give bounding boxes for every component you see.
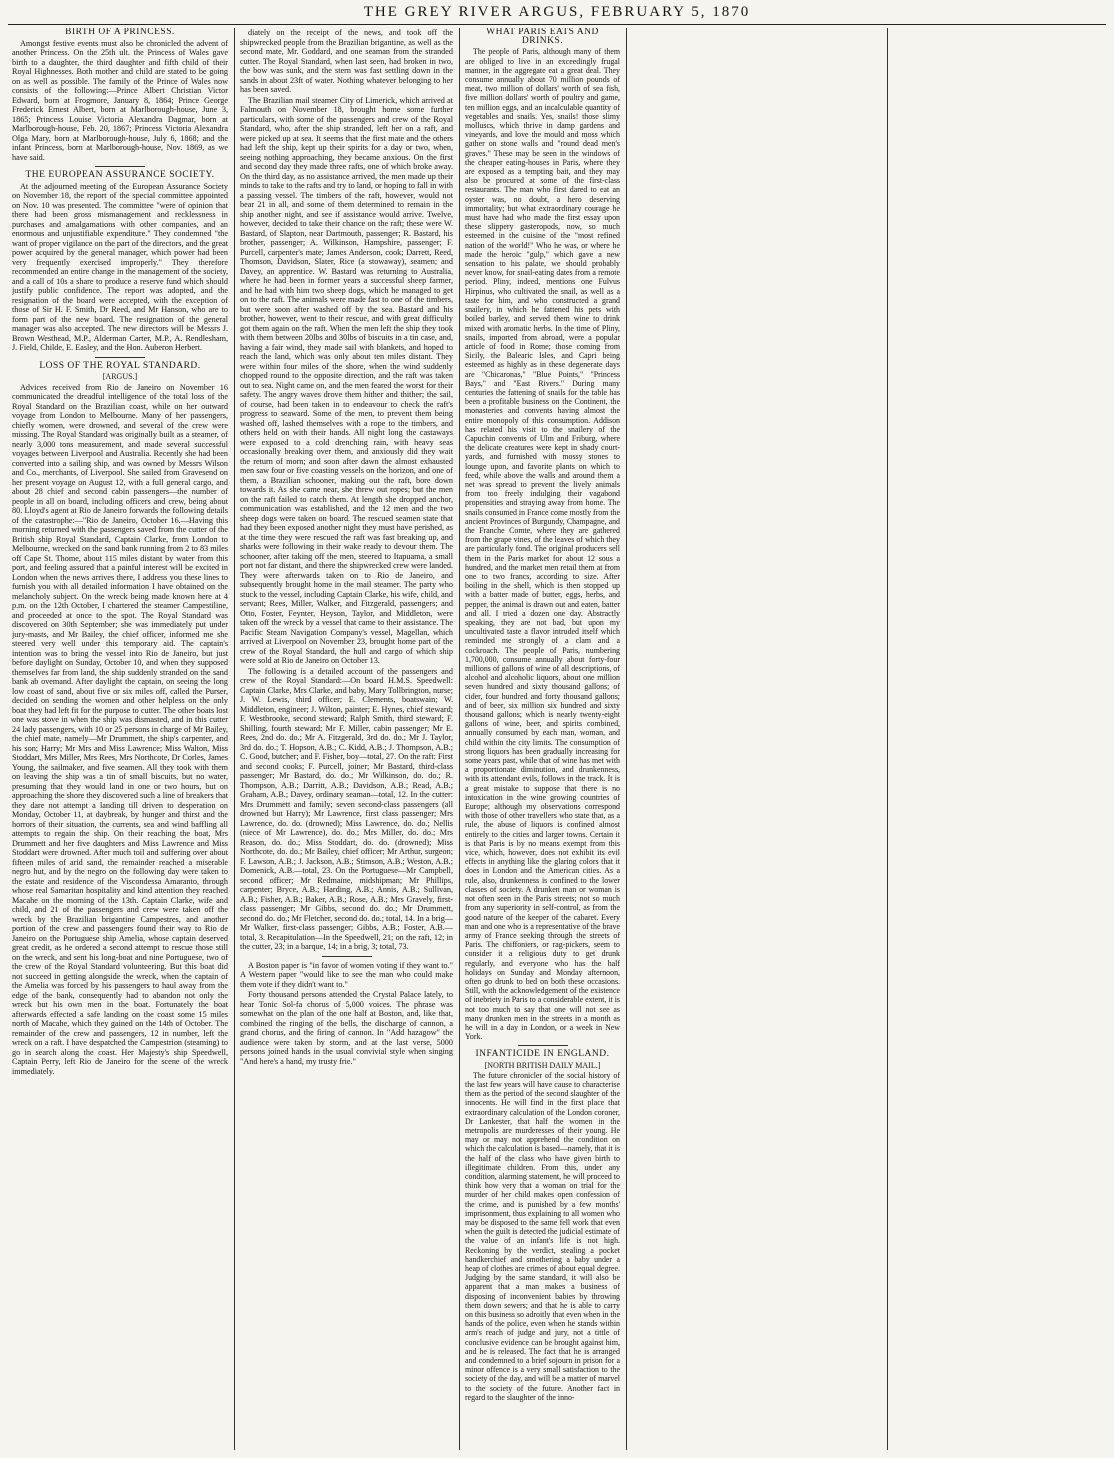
article-source: [NORTH BRITISH DAILY MAIL.] [484, 1060, 601, 1070]
article-paragraph: The Brazilian mail steamer City of Limerick, which arrived at Falmouth on November 18, brought home some further particulars, with some of the passengers and crew of the Royal Standard, who, after the ship stranded, left her on a raft, and were picked up at sea. It seems that the first mate and the others had left the ship, kept up their spirits for a day or two, when, seeing nothing approaching, they became anxious. On the first and second day they made three rafts, one of which broke away. On the third day, as no assistance arrived, the men made up their minds to take to the rafts and try to land, or hoping to fall in with a passing vessel. The timbers of the raft, however, would not bear 21 in all, and some of them determined to remain in the ship another night, and see if assistance would arrive. Twelve, however, decided to take their chance on the raft; these were W. Bastard, of Slapton, near Dartmouth, passenger; R. Bastard, his brother, passenger; A. Wilkinson, Hampshire, passenger; F. Purcell, carpenter's mate; James Anderson, cook; Darrett, Reed, Thomson, Davidson, Slater, Rice (a stowaway), seamen; and Davey, an apprentice. W. Bastard was returning to Australia, where he had been in former years a successful sheep farmer, and he had with him two sheep dogs, which he managed to get on to the raft. The animals were made fast to one of the timbers, but were soon after washed off by the sea. Bastard and his brother, however, went to their rescue, and with great difficulty got them again on the raft. When the men left the ship they took with them between 20lbs and 30lbs of biscuits in a tin case, and, having a fair wind, they made sail with blankets, and hoped to reach the land, which was only about ten miles distant. They were within four miles of the shore, when the wind suddenly chopped round to the opposite direction, and the raft was taken out to sea. Night came on, and the men feared the worst for their safety. The angry waves drove them hither and thither; the sail, of course, had been taken in to endeavour to check the raft's progress to seaward. Some of the men, to prevent them being washed off, lashed themselves with a rope to the timbers, and others held on with their hands. All night long the castaways were exposed to a cold drenching rain, with heavy seas occasionally breaking over them, and anxiously did they wait the return of morn; and soon after dawn the almost exhausted men saw four or five coasting vessels on the horizon, and one of them, a Brazilian schooner, making out the raft, bore down towards it. As she came near, she threw out ropes; but the men on the raft failed to catch them. At length she dropped anchor, communication was established, and the 12 men and the two sheep dogs were taken on board. The rescued seamen state that had they been exposed another night they must have perished, as at the time they were rescued the raft was fast breaking up, and sharks were following in their wake ready to devour them. The schooner, after taking off the men, steered to Itapuama, a small port not far distant, and there the shipwrecked crew were landed. They were afterwards taken on to Rio de Janeiro, and subsequently brought home in the mail steamer. The party who stuck to the vessel, including Captain Clarke, his wife, child, and servant; Rees, Miller, Walker, and Fitzgerald, passengers; and Otto, Foster, Feynter, Heyson, Taylor, and Middleton, were taken off the wreck by a vessel that came to their assistance. The Pacific Steam Navigation Company's vessel, Magellan, which arrived at Liverpool on November 23, brought home part of the crew of the Royal Standard, the hull and cargo of which ship were sold at Rio de Janeiro on October 13. [240, 95, 453, 665]
article-paragraph: The future chronicler of the social history of the last few years will have cause to characterise them as the period of the second slaughter of the innocents. He will find in the first place that extraordinary calculation of the London coroner, Dr Lankester, that half the women in the metropolis are murderesses of their young. He may or may not apprehend the condition on which the calculation is based—namely, that it is the half of the class who have given birth to illegitimate children. From this, under any condition, alarming statement, he will proceed to think how very that a woman on trial for the murder of her child makes open confession of the crime, and is punished by a few months' imprisonment, thus explaining to all women who may be disposed to the same fell work that even when the guilt is detected the judicial estimate of the value of an infant's life is not high. Reckoning by the verdict, stealing a pocket handkerchief and smothering a baby under a heap of clothes are crimes of about equal degree. Judging by the same standard, it will also be apparent that a man makes a business of disposing of inconvenient babies by throwing them down sewers; and that he is able to carry on this business so adroitly that even when in the hands of the police, even when he stands within arm's reach of judge and jury, not a tittle of conclusive evidence can be brought against him, and he is released. The fact that he is arranged and condemned to a brief sojourn in prison for a minor offence is a very small satisfaction to the society of the day, and will be a matter of marvel to the society of the future. Another fact in regard to the slaughter of the inno- [465, 1070, 620, 1402]
article-paragraph: At the adjourned meeting of the European Assurance Society on November 18, the report of the special committee appointed on Nov. 10 was presented. The committee "were of opinion that there had been gross mismanagement and recklessness in purchases and amalgamations with other companies, and an enormous and unjustifiable expenditure." They condemned "the want of proper vigilance on the part of the directors, and the great power acquired by the general manager, which power had been very frequently exercised improperly." They therefore recommended an entire change in the management of the society, and a call of 10s a share to produce a reserve fund which should justify public confidence. The report was adopted, and the resignation of the board were accepted, with the exception of those of Sir H. F. Smith, Dr Reed, and Mr Hanson, who are to form part of the new board. The resignation of the general manager was also accepted. The new directors will be Messrs J. Brown Westhead, M.P., Alderman Carter, M.P., A. Rendlesham, J. Field, Childe, E. Easley, and the Hon. Auberon Herbert. [12, 181, 228, 352]
masthead: THE GREY RIVER ARGUS, FEBRUARY 5, 1870 [363, 4, 751, 20]
ads-block [632, 140, 882, 1450]
headline-royal-standard: LOSS OF THE ROYAL STANDARD. [39, 360, 201, 371]
article-paragraph: The people of Paris, although many of them are obliged to live in an exceedingly frugal manner, in the aggregate eat a great deal. They consume annually about 70 million pounds of meat, two million of dollars' worth of sea fish, five million dollars' worth of poultry and game, ten million eggs, and an incalculable quantity of vegetables and snails. Yes, snails! those slimy molluscs, which thrive in damp gardens and vineyards, and love the mould and moss which gather on stone walls and "round dead men's graves." These may be seen in the windows of the cheaper eating-houses in Paris, where they are exposed as a tempting bait, and they may also be procured at some of the first-class restaurants. The man who first dared to eat an oyster was, no doubt, a hero deserving immortality; but what extraordinary courage he must have had who made the first essay upon these slippery gasteropods, now, so much esteemed in the cuisine of the "most refined nation of the world!" Who he was, or where he made the heroic "gulp," which gave a new sensation to his palate, we should probably never know, for snail-eating dates from a remote period. Pliny, indeed, mentions one Fulvus Hirpinus, who cultivated the snail, as well as a taste for him, and who constructed a grand snailery, in which he fattened his pets with boiled barley, and served them wine to drink mixed with aromatic herbs. In the time of Pliny, snails, imported from abroad, were a popular article of food in Rome; those coming from Sicily, the Balearic Isles, and Capri being esteemed as highly as in these degenerate days are "Chicaronas," "Blue Points," "Princess Bays," and "East Rivers." During many centuries the fattening of snails for the table has been a profitable business on the Continent, the monasteries and convents having almost the entire monopoly of this consumption. Addison has related his visit to the snailery of the Capuchin convents of Ulm and Friburg, where the delicate creatures were kept in shady court-yards, and furnished with mossy stones to lounge upon, and favorite plants on which to feed, while above the walls and around them a net was spread to prevent the lively animals from too freely indulging their vagabond propensities and straying away from home. The snails consumed in France come mostly from the ancient Provinces of Burgundy, Champagne, and the Franche Comte, where they are gathered from the grape vines, of the leaves of which they are particularly fond. The original producers sell them in the Paris market for about 12 sous a hundred, and the market men retail them at from one to two francs, according to size. After boiling in the shell, which is then stopped up with a batter made of butter, eggs, herbs, and pepper, the animal is drawn out and eaten, batter and all. I tried a dozen one day. Abstractly speaking, they are not bad, but upon my uncultivated taste a flavor intruded itself which reminded me strongly of a clam and a cockroach. The people of Paris, numbering 1,700,000, consume annually about forty-four millions of gallons of wine of all descriptions, of alcohol and alcoholic liquors, about one million seven hundred and sixty thousand gallons; of cider, four hundred and forty thousand gallons; and of beer, six million six hundred and sixty thousand gallons; which is nearly twenty-eight gallons of wine, beer, and spirits combined, annually consumed by each man, woman, and child within the city limits. The consumption of strong liquors has been gradually increasing for some years past, while that of wine has met with a proportionate diminution, and drunkenness, with its attendant evils, follows in the track. It is a great mistake to suppose that there is no intoxication in the wine growing countries of Europe; although my observations correspond with those of other travellers who state that, as a rule, the abuse of liquors is confined almost entirely to the cities and larger towns. Certain it is that Paris is by no means exempt from this vice, which, however, does not exhibit its evil effects in anything like the glaring colors that it does in London and the American cities. As a rule, also, drunkenness is confined to the lower classes of society. A drunken man or woman is not often seen in the Paris streets; not so much from any superiority in self-control, as from the good nature of the keeper of the cabaret. Every man and one who is a representative of the brave army of France seeking through the streets of Paris. The chiffoniers, or rag-pickers, seem to consider it a religious duty to get drunk regularly, and everyone who has the half holidays on Sunday and Monday afternoon, often go drunk to bed on both these occasions. Still, with the acknowledgement of the existence of inebriety in Paris to a considerable extent, it is not too much to say that one will not see as many drunken men in the streets in a month as he will in a day in London, or a week in New York. [465, 47, 620, 1042]
headline-infanticide: INFANTICIDE IN ENGLAND. [475, 1049, 610, 1060]
article-source: [ARGUS.] [102, 372, 138, 381]
article-paragraph: Amongst festive events must also be chronicled the advent of another Princess. On the 25th ult. the Princess of Wales gave birth to a daughter, the third daughter and fifth child of their Royal Highnesses. Both mother and child are stated to be going on as well as possible. The family of the Prince of Wales now consists of the following:—Prince Albert Christian Victor Edward, born at Frogmore, January 8, 1864; Prince George Frederick Ernest Albert, born at Marlborough-house, June 3, 1865; Princess Louise Victoria Alexandra Dagmar, born at Marlborough-house, Feb. 20, 1867; Princess Victoria Alexandra Olga Mary, born at Marlborough-house, July 6, 1868; and the infant Princess, born at Marlborough-house, Nov. 1869, as we have said. [12, 38, 228, 162]
article-paragraph: Forty thousand persons attended the Crystal Palace lately, to hear Tonic Sol-fa chorus of 5,000 voices. The phrase was somewhat on the plan of the one half at Boston, and, like that, combined the ringing of the bells, the discharge of cannon, a grand chorus, and the firing of cannon. In "Add hazagow" the audience were taken by storm, and at the last verse, 5000 persons joined hands in the usual convivial style when singing "And here's a hand, my trusty frie." [240, 990, 453, 1066]
headline-birth-of-princess: BIRTH OF A PRINCESS. [65, 28, 175, 37]
headline-paris-eats: WHAT PARIS EATS AND DRINKS. [486, 28, 599, 47]
article-paragraph: The following is a detailed account of the passengers and crew of the Royal Standard:—On board H.M.S. Speedwell: Captain Clarke, Mrs Clarke, and baby, Mary Tollbrington, nurse; J. W. Lewis, third officer; E. Clements, boatswain; W. Middleton, engineer; J. Wilton, painter; E. Hynes, chief steward; F. Westbrooke, second steward; Ralph Smith, third steward; F. Shilling, fourth steward; Mr F. Miller, cabin passenger; Mr E. Rees, 2nd do. do.; Mr A. Fitzgerald, 3rd do. do.; Mr J. Taylor, 3rd do. do.; T. Hopson, A.B.; C. Kidd, A.B.; J. Thompson, A.B.; C. Good, butcher; and F. Fisher, boy—total, 27. On the raft: First and second cooks; F. Purcell, joiner; Mr Bastard, third-class passenger; Mr Bastard, do. do.; Mr Wilkinson, do. do.; R. Thompson, A.B.; Darritt, A.B.; Davidson, A.B.; Read, A.B.; Graham, A.B.; Davey, ordinary seaman—total, 12. In the cutter: Mrs Drummett and family; seven second-class passengers (all drowned but Harry); Mr Lawrence, first class passenger; Mrs Lawrence, do. do. (drowned); Miss Lawrence, do. do.; Nellis (niece of Mr Lawrence), do. do.; Mrs Miller, do. do.; Mrs Reason, do. do.; Miss Stoddart, do. do. (drowned); Miss Northcote, do. do.; Mr Bailey, chief officer; Mr Arthur, surgeon; F. Lawson, A.B.; J. Jackson, A.B.; Stimson, A.B.; Weston, A.B.; Domenick, A.B.—total, 23. On the Portuguese—Mr Campbell, second officer; Mr Redmaine, midshipman; Mr Phillips, carpenter; Bryce, A.B.; Harding, A.B.; Annis, A.B.; Sullivan, A.B.; Fisher, A.B.; Baker, A.B.; Rose, A.B.; Mrs Gravely, first-class passenger; Mr Gibbs, second do. do.; Mr Drummett, second do. do.; Mr Fletcher, second do. do.; total, 14. In a brig—Mr Walker, first-class passenger; Gibbs, A.B.; Foster, A.B.—total, 3. Recapitulation—In the Speedwell, 21; on the raft, 12; in the cutter, 23; in a barque, 14; in a brig, 3; total, 73. [240, 666, 453, 951]
article-paragraph: diately on the receipt of the news, and took off the shipwrecked people from the Brazilian brigantine, as well as the second mate, Mr. Goddard, and one seaman from the stranded cutter. The Royal Standard, when last seen, had broken in two, the bow was sunk, and the stern was fast settling down in the sands in about 23ft of water. Nothing whatever belonging to her has been saved. [240, 28, 453, 94]
headline-european-assurance: THE EUROPEAN ASSURANCE SOCIETY. [25, 170, 215, 180]
article-paragraph: Advices received from Rio de Janeiro on November 16 communicated the dreadful intelligence of the total loss of the Royal Standard on the Brazilian coast, while on her outward voyage from London to Melbourne. Many of her passengers, chiefly women, were drowned, and several of the crew were missing. The Royal Standard was originally built as a steamer, of nearly 3,000 tons measurement, and made several successful voyages between Liverpool and Australia. Recently she had been converted into a sailing ship, and was owned by Messrs Wilson and Co., merchants, of Liverpool. She sailed from Gravesend on her present voyage on August 12, with a full general cargo, and about 28 chief and second cabin passengers—the number of people in all on board, including officers and crew, being about 80. Lloyd's agent at Rio de Janeiro forwards the following details of the catastrophe:—"Rio de Janeiro, October 16.—Having this morning returned with the passengers saved from the cutter of the British ship Royal Standard, Captain Clarke, from London to Melbourne, wrecked on the sand bank running from 2 to 83 miles off Cape St. Thome, about 115 miles distant by water from this port, and feeling assured that a painful interest will be excited in London when the news arrives there, I address you these lines to furnish you with all detailed information I have obtained on the melancholy subject. On the wreck being made known here at 4 p.m. on the 12th October, I chartered the steamer Campestiline, and proceeded at once to the spot. The Royal Standard was discovered on 30th September; she was immediately put under jury-masts, and Mr Bailey, the chief officer, informed me she steered very well under this temporary aid. The captain's intention was to bring the vessel into Rio de Janeiro, but just before daylight on Sunday, October 10, and when they supposed themselves far from land, the ship suddenly stranded on the sand bank ab ovemand. After daylight the captain, on seeing the long low coast of sand, about five or six miles off, called the Purser, decided on sending the women and other helpless on the only boat they had left fit for the purpose to cutter. The other boats lost one was stove in when the ship was dismasted, and in this cutter 24 lady passengers, with 10 or 25 persons in charge of Mr Bailey, the chief mate, namely—Mr Drummett, the ship's carpenter, and his son; Harry; Mr Mrs and Miss Lawrence; Miss Walton, Miss Stoddart, Mrs Miller, Mrs Rees, Mrs Northcote, Dr Corles, James Young, the sailmaker, and five seamen. All they took with them on leaving the ship was a tin of small biscuits, but no water, presuming that they would land in one or two hours, but on approaching the shore they discovered such a line of breakers that they dare not attempt a landing till driven to desperation on Monday, October 11, at daybreak, by hunger and thirst and the horrors of their situation, the currents, sea and wind baffling all attempts to regain the ship. On their reaching the boat, Mrs Drummett and her five daughters and Miss Lawrence and Miss Stoddart were drowned. After much toil and suffering over about fifteen miles of arid sand, the remainder reached a miserable negro hut, and by the negro on the following day were taken to the estate and residence of the Viscondessa Amaranto, through whose real Samaritan hospitality and kind attention they reached Macahe on the morning of the 13th. Captain Clarke, wife and child, and 21 of the passengers and crew were taken off the wreck by the Brazilian brigantine Campestres, and another portion of the crew and passengers found their way to Rio de Janeiro on the Portuguese ship Amelia, whose captain deserved great credit, as he ordered a second attempt to rescue those still on the wreck, and sent his long-boat and nine Portuguese, two of the crew of the Royal Standard volunteering. But this boat did not succeed in getting alongside the wreck, when the captain of the Amelia was forced by his passengers to haul away from the edge of the bank, consequently had to abandon not only the wreck but his own men in the boat. Fortunately the boat afterwards effected a safe landing on the coast some 15 miles north of Macahe, which they gained on the 14th of October. The remainder of the crew and passengers, 12 in number, left the wreck on a raft. I have despatched the Campestrion (steaming) to go in search along the coast. Her Majesty's ship Speedwell, Captain Perry, left Rio de Janeiro for the scene of the wreck immediately. [12, 382, 228, 1076]
article-paragraph: A Boston paper is "in favor of women voting if they want to." A Western paper "would like to see the man who could make them vote if they didn't want to." [240, 960, 453, 989]
